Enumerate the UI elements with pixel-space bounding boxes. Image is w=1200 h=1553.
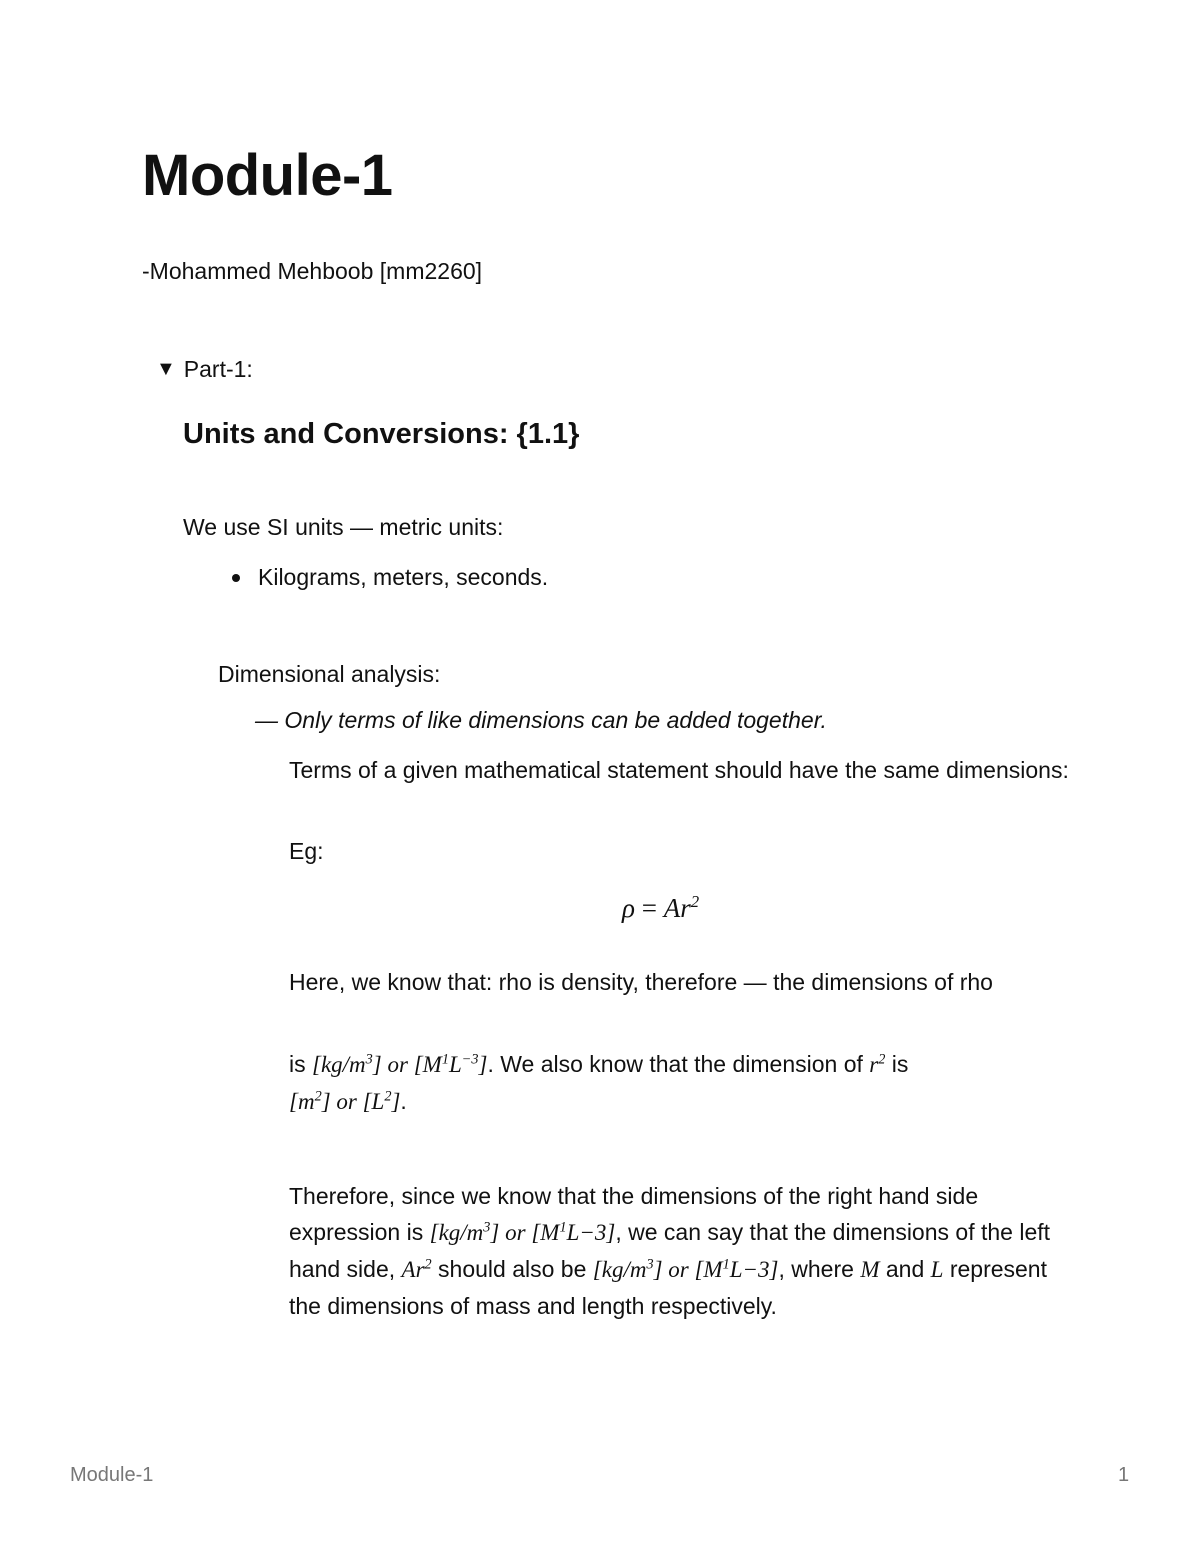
eg-label: Eg:	[289, 838, 324, 864]
math-sup: 1	[441, 1051, 449, 1068]
section-heading: Units and Conversions: {1.1}	[183, 418, 580, 450]
text-run: is	[289, 1051, 312, 1077]
triangle-down-icon[interactable]: ▼	[156, 358, 176, 380]
terms-paragraph: Terms of a given mathematical statement should have the same dimensions:	[289, 757, 1069, 783]
therefore-paragraph	[289, 1178, 1059, 1324]
math-text: ] or [M	[490, 1220, 560, 1245]
math-sup: 2	[424, 1256, 432, 1273]
math-text: M	[860, 1257, 880, 1282]
math-text: [kg/m	[312, 1052, 366, 1077]
math-sup: 3	[646, 1256, 654, 1273]
text-run: , we can say that the dimensions of the left hand side,	[289, 1219, 1051, 1282]
dimensional-heading: Dimensional analysis:	[218, 661, 441, 687]
math-sup: 1	[722, 1256, 730, 1273]
equation-exponent: 2	[690, 892, 700, 911]
toggle-part-1[interactable]	[156, 356, 253, 383]
math-run	[312, 1052, 487, 1077]
math-text: ]	[391, 1089, 401, 1114]
math-text: ] or [L	[321, 1089, 385, 1114]
math-text: [m	[289, 1089, 315, 1114]
math-sup: 3	[365, 1051, 373, 1068]
math-run	[289, 1089, 400, 1114]
list-item-text: Kilograms, meters, seconds.	[258, 564, 549, 590]
math-text: L	[448, 1052, 462, 1077]
here-paragraph: Here, we know that: rho is density, therefore — the dimensions of rho	[289, 969, 993, 995]
math-sup: 2	[384, 1088, 392, 1105]
toggle-label: Part-1:	[183, 356, 253, 382]
rule-italic: — Only terms of like dimensions can be added together.	[255, 707, 827, 733]
footer-title: Module-1	[70, 1464, 154, 1486]
math-run	[430, 1220, 616, 1245]
text-run: is	[885, 1051, 909, 1077]
text-run: , where	[778, 1256, 861, 1282]
list-item	[232, 564, 548, 591]
equation-equals: =	[641, 893, 657, 923]
math-sup: 2	[878, 1051, 886, 1068]
text-run: and	[879, 1256, 931, 1282]
math-text: ]	[478, 1052, 488, 1077]
author-line: -Mohammed Mehboob [mm2260]	[142, 258, 483, 284]
text-run: .	[400, 1088, 407, 1114]
math-run	[593, 1257, 779, 1282]
math-sup: 3	[483, 1219, 491, 1236]
math-sup: −3	[461, 1051, 479, 1068]
math-sup: 1	[559, 1219, 567, 1236]
math-sup: 2	[314, 1088, 322, 1105]
math-text: L	[930, 1257, 944, 1282]
math-text: [kg/m	[592, 1257, 647, 1282]
math-run	[402, 1257, 432, 1282]
bullet-icon	[232, 574, 240, 582]
equation-rhs: Ar	[663, 893, 691, 923]
math-text: Ar	[401, 1257, 425, 1282]
math-text: L−3]	[729, 1257, 779, 1282]
math-run	[869, 1052, 885, 1077]
math-text: r	[869, 1052, 879, 1077]
text-run: should also be	[431, 1256, 593, 1282]
is-paragraph	[289, 1046, 1069, 1120]
text-run: . We also know that the dimension of	[487, 1051, 870, 1077]
intro-text: We use SI units — metric units:	[183, 514, 504, 540]
text-run: represent the dimensions of mass and length respectively.	[289, 1256, 1047, 1319]
page-title: Module-1	[142, 143, 393, 208]
math-text: [kg/m	[429, 1220, 484, 1245]
text-run: Therefore, since we know that the dimensions of the right hand side expression is	[289, 1183, 979, 1245]
page-number: 1	[1118, 1464, 1130, 1486]
math-text: L−3]	[566, 1220, 616, 1245]
math-text: ] or [M	[653, 1257, 723, 1282]
math-text: ] or [M	[372, 1052, 442, 1077]
equation	[622, 893, 699, 924]
equation-lhs: ρ	[622, 893, 635, 923]
